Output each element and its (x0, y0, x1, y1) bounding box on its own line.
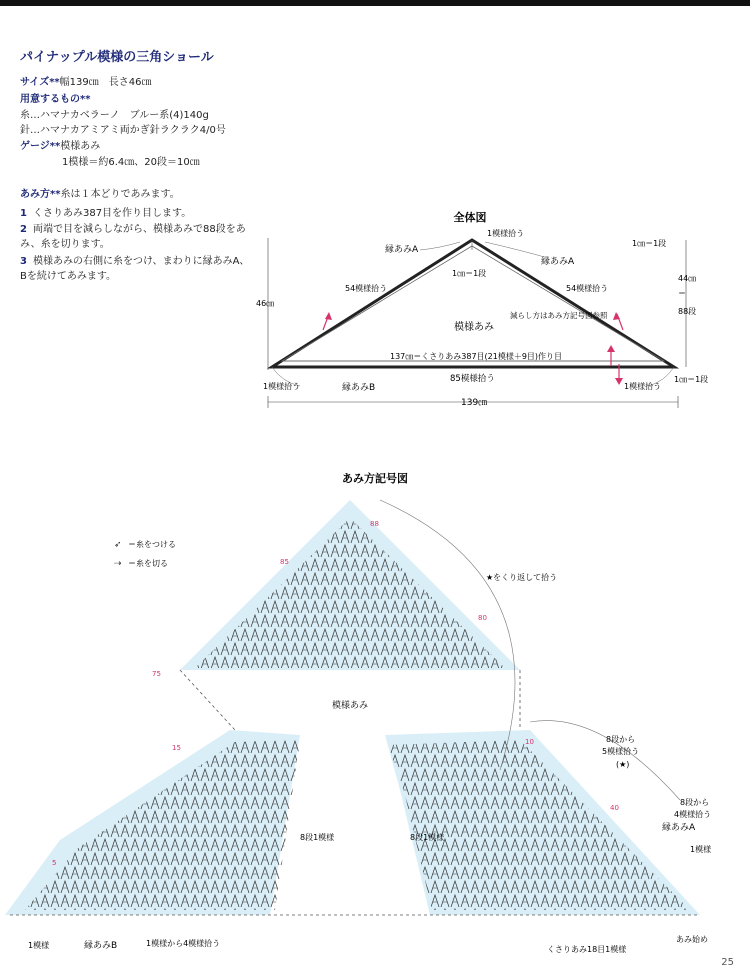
method-intro: 糸は１本どりであみます。 (60, 189, 180, 200)
step-text: 模様あみの右側に糸をつけ、まわりに縁あみA、Bを続けてあみます。 (20, 256, 250, 282)
pattern-label: 模様あみ (331, 701, 369, 711)
page-title: パイナップル模様の三角ショール (20, 50, 214, 65)
gauge-value: 模様あみ (60, 141, 101, 152)
step-text: くさりあみ387目を作り目します。 (32, 208, 192, 219)
row-number: 40 (610, 804, 619, 812)
width-label: 139㎝ (461, 398, 488, 408)
edge-a-label: 縁あみA (541, 257, 575, 267)
arrowhead (613, 312, 620, 320)
top-row-label: 1㎝＝1段 (452, 269, 487, 278)
right-dim-label: 88段 (678, 307, 697, 316)
step-number: 3 (20, 256, 27, 267)
row-number: 15 (172, 744, 181, 752)
chain-note: くさりあみ18目1模様 (547, 945, 627, 954)
stitch-chart (0, 460, 750, 960)
page-number: 25 (721, 957, 734, 968)
step-number: 2 (20, 224, 27, 235)
center-label: 8段1模様 (300, 833, 335, 842)
overview-diagram (0, 0, 750, 420)
row-number: 85 (280, 558, 289, 566)
star-label: (★) (616, 760, 630, 769)
eight-rows-label: 8段から (606, 735, 636, 744)
row-number: 10 (525, 738, 534, 746)
height-label: 46㎝ (256, 299, 275, 308)
eight-rows-label: 8段から (680, 798, 710, 807)
edge-a-label: 縁あみA (662, 823, 696, 833)
right-pattern-block (388, 740, 690, 910)
pick54-label: 54模様拾う (566, 284, 609, 293)
attach-icon: ➶ (114, 540, 122, 550)
method-label: あみ方** (20, 189, 61, 200)
star-note: ★をくり返して拾う (486, 573, 558, 582)
cut-icon: ⇢ (114, 559, 122, 569)
arrowhead (615, 378, 623, 385)
size-label: サイズ** (20, 77, 60, 88)
legend-cut: ＝糸を切る (128, 559, 168, 568)
bottom-one-label: 1模様 (28, 941, 50, 950)
pick1-label: 1模様拾う (624, 382, 662, 391)
shawl-outline (272, 240, 674, 367)
pattern-label: 模様あみ (454, 322, 494, 333)
yarn-line: 糸…ハマナカベラーノ ブルー系(4)140g (20, 110, 209, 121)
one-pattern-label: 1模様 (690, 845, 712, 854)
start-label: あみ始め (676, 935, 708, 944)
right-dim-label: ＝ (678, 289, 686, 298)
row-number: 75 (152, 670, 161, 678)
top-pattern-block (195, 518, 505, 668)
right-top-label: 1㎝＝1段 (632, 239, 667, 248)
pick54-label: 54模様拾う (345, 284, 388, 293)
center-label: 8段1模様 (410, 833, 445, 842)
arrowhead (607, 345, 615, 352)
decrease-note: 減らし方はあみ方記号図参照 (510, 311, 608, 320)
row-number: 80 (478, 614, 487, 622)
four-picks-label: 4模様拾う (674, 810, 712, 819)
five-picks-label: 5模様拾う (602, 747, 640, 756)
hook-line: 針…ハマナカアミアミ両かぎ針ラクラク4/0号 (20, 125, 226, 136)
pick1-label: 1模様拾う (263, 382, 301, 391)
step-number: 1 (20, 208, 27, 219)
pick85-label: 85模様拾う (450, 374, 495, 384)
row-number: 88 (370, 520, 379, 528)
gauge-label: ゲージ** (20, 141, 61, 152)
shawl-inner-outline (282, 246, 664, 361)
right-bottom-label: 1㎝＝1段 (674, 375, 709, 384)
left-pattern-block (25, 740, 300, 910)
arrowhead (325, 312, 332, 320)
legend-attach: ＝糸をつける (128, 540, 176, 549)
size-value: 幅139㎝ 長さ46㎝ (59, 77, 152, 88)
chart-title: あみ方記号図 (342, 472, 408, 485)
top-pick-label: 1模様拾う (487, 229, 525, 238)
overview-title: 全体図 (453, 211, 487, 224)
edge-b-label: 縁あみB (84, 941, 118, 951)
edge-a-label: 縁あみA (385, 245, 419, 255)
row-number: 5 (52, 859, 57, 867)
step-text: 両端で目を減らしながら、模様あみで88段をあみ、糸を切ります。 (20, 224, 246, 250)
gauge-detail: 1模様＝約6.4㎝、20段＝10㎝ (62, 157, 200, 168)
leader-line (420, 242, 460, 250)
bottom-pick-label: 1模様から4模様拾う (146, 939, 221, 948)
materials-label: 用意するもの** (20, 94, 91, 105)
base-note: 137㎝＝くさりあみ387目(21模様＋9目)作り目 (390, 352, 563, 361)
edge-b-label: 縁あみB (342, 383, 376, 393)
right-dim-label: 44㎝ (678, 274, 697, 283)
